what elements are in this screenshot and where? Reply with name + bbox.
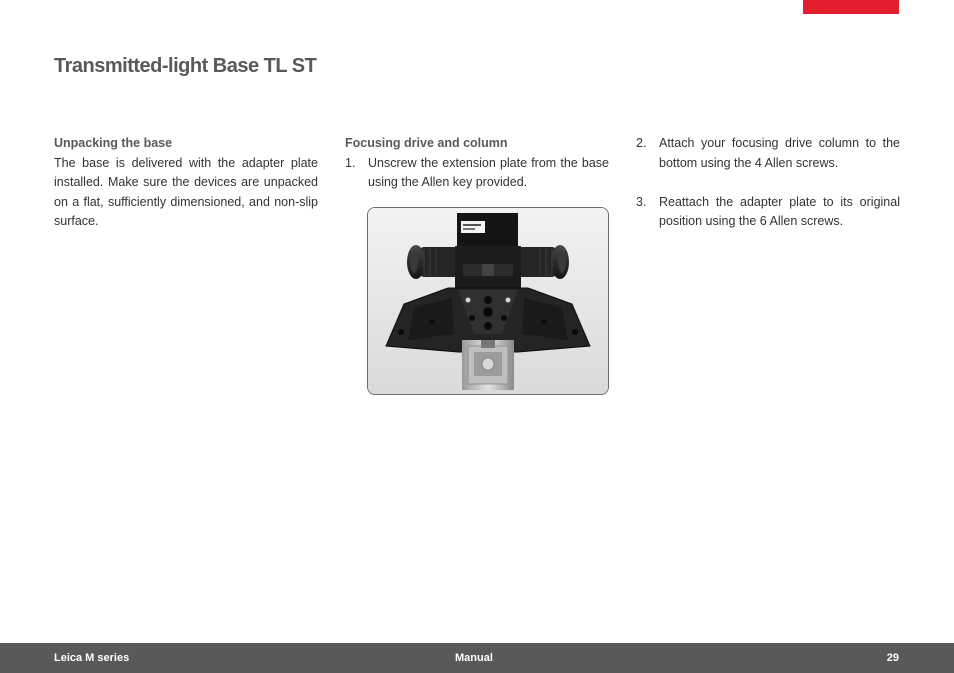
column-steps-continued <box>636 134 900 232</box>
page-title: Transmitted-light Base TL ST <box>54 55 317 77</box>
step-text: Attach your focusing drive column to the bottom using the 4 Allen screws. <box>659 136 900 170</box>
page-footer <box>0 643 954 673</box>
step-2 <box>636 134 900 173</box>
step-number: 2. <box>636 136 647 150</box>
section-heading-unpacking: Unpacking the base <box>54 136 173 150</box>
footer-product-name: Leica M series <box>54 652 130 664</box>
step-1 <box>345 154 609 193</box>
focusing-drive-illustration <box>368 208 608 394</box>
focusing-drive-photo <box>367 207 609 395</box>
step-text: Reattach the adapter plate to its original position using the 6 Allen screws. <box>659 194 900 228</box>
unpacking-paragraph: The base is delivered with the adapter plate installed. Make sure the devices are unpacked on a flat, sufficiently dimensioned, and non-slip surface. <box>54 155 318 228</box>
step-number: 1. <box>345 155 356 170</box>
step-3 <box>636 193 900 232</box>
chapter-marker-tab <box>803 0 899 14</box>
footer-document-type: Manual <box>455 652 493 664</box>
section-heading-focusing-drive: Focusing drive and column <box>345 136 508 150</box>
footer-page-number: 29 <box>886 652 899 664</box>
column-focusing-drive <box>345 134 609 193</box>
step-text: Unscrew the extension plate from the base using the Allen key provided. <box>368 155 609 189</box>
step-number: 3. <box>636 194 647 209</box>
column-unpacking <box>54 134 318 232</box>
